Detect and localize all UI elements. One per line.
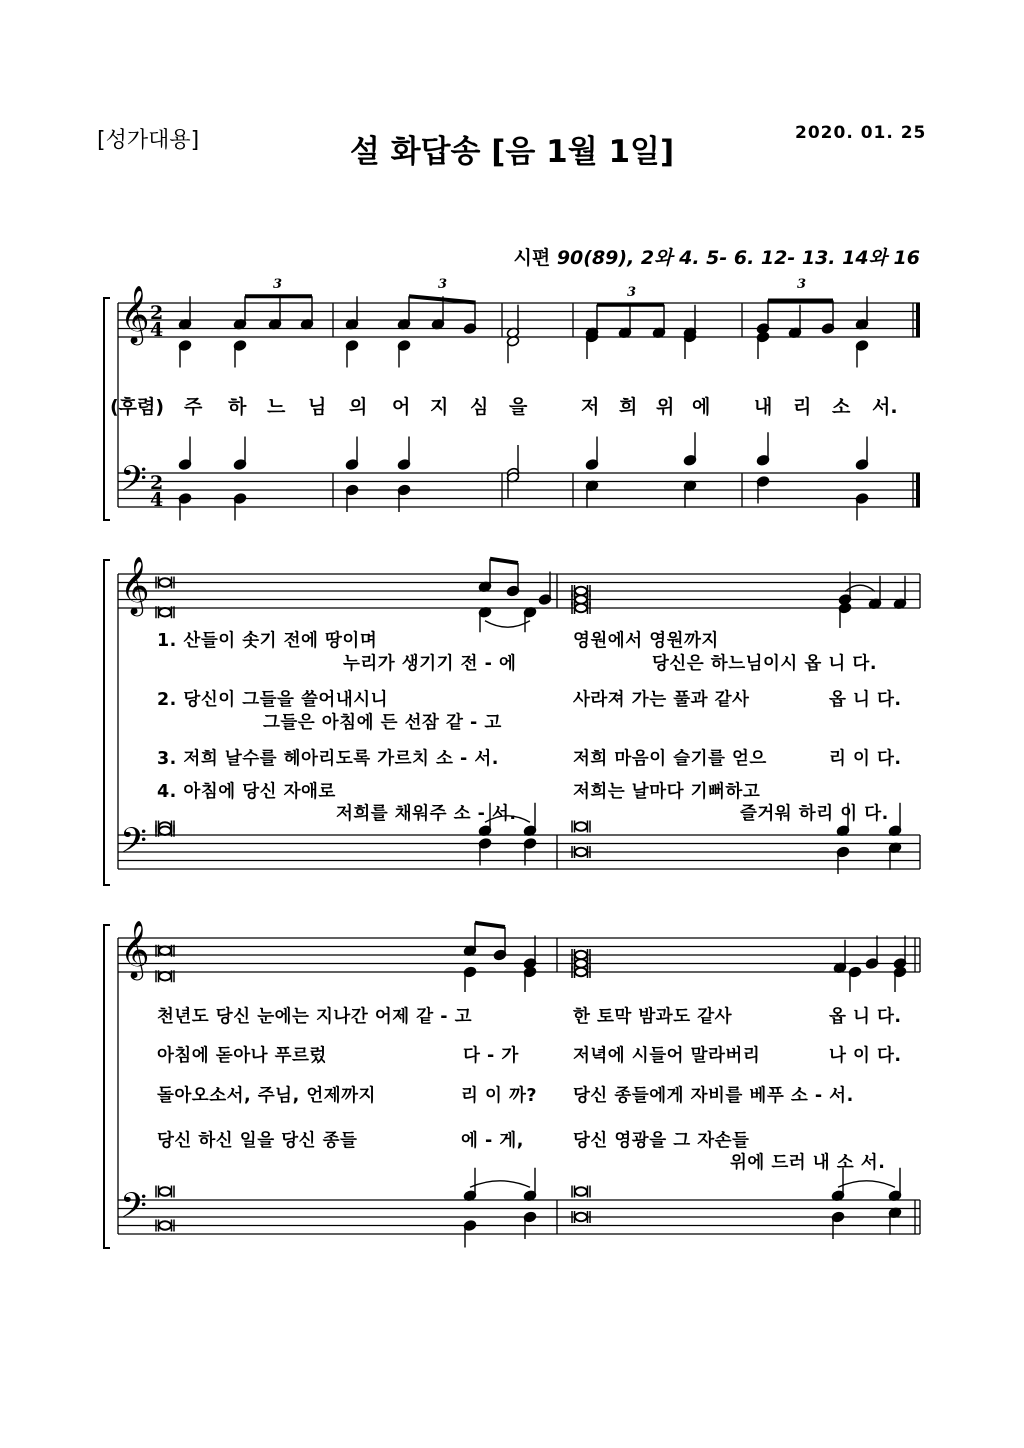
time-sig-bottom: 4	[150, 489, 164, 511]
breve-note	[575, 604, 587, 612]
breve-note	[159, 608, 171, 616]
refrain-label: (후렴)	[110, 396, 165, 418]
refrain-syllable: 느	[267, 396, 286, 418]
beam	[475, 923, 505, 927]
time-sig-bottom: 4	[150, 319, 164, 341]
verse4-line-b: 저희를 채워주 소 - 서.	[336, 804, 517, 824]
treble-clef-icon: 𝄞	[120, 285, 150, 343]
time-sig-top: 2	[150, 302, 164, 324]
breve-note	[159, 827, 171, 835]
verse4-line-c: 저희는 날마다 기뻐하고	[573, 782, 761, 802]
refrain-syllable: 에	[692, 396, 711, 418]
breve-note	[575, 959, 587, 967]
verse2-line-d: 옵 니 다.	[829, 690, 902, 710]
refrain-syllable: 주	[184, 396, 203, 418]
breve-note	[575, 848, 587, 856]
page-title: 설 화답송 [음 1월 1일]	[349, 134, 675, 170]
refrain-syllable: 서.	[872, 396, 898, 418]
refrain-syllable: 심	[470, 396, 489, 418]
tie	[470, 1181, 530, 1187]
breve-note	[159, 947, 171, 955]
verse4-cont-b: 당신 영광을 그 자손들	[573, 1131, 750, 1151]
time-sig-top: 2	[150, 472, 164, 494]
treble-clef-icon: 𝄞	[120, 920, 150, 978]
verse3-line-d: 리 이 다.	[829, 749, 902, 769]
refrain-syllable: 을	[509, 396, 528, 418]
tie	[485, 621, 530, 627]
treble-clef-icon: 𝄞	[120, 556, 150, 614]
beam	[409, 296, 475, 302]
system-bracket	[104, 560, 110, 885]
verse4-line-d: 즐거워 하리 이 다.	[740, 804, 889, 824]
psalm-ref-numbers: 90(89), 2와 4. 5- 6. 12- 13. 14와 16	[556, 247, 920, 269]
verse2-cont-c: 나 이 다.	[829, 1046, 902, 1066]
refrain-syllable: 위	[656, 396, 675, 418]
triplet-mark: 3	[273, 277, 283, 292]
verse4-cont-c: 위에 드러 내 소 서.	[730, 1153, 886, 1173]
verse3-cont-a: 돌아오소서, 주님, 언제까지	[157, 1086, 376, 1106]
verse1-cont-a: 천년도 당신 눈에는 지나간 어제 같 - 고	[157, 1007, 472, 1027]
breve-note	[575, 595, 587, 603]
refrain-syllable: 의	[349, 396, 368, 418]
verse2-line-c: 사라져 가는 풀과 같사	[573, 690, 750, 710]
verse3-line-c: 저희 마음이 슬기를 얻으	[573, 749, 767, 769]
psalm-prefix: 시편	[513, 247, 557, 269]
verse4-cont-a: 당신 하신 일을 당신 종들	[157, 1131, 358, 1151]
refrain-syllable: 님	[308, 396, 327, 418]
bass-clef-icon: 𝄢	[120, 820, 148, 869]
breve-note	[575, 822, 587, 830]
breve-note	[159, 1221, 171, 1229]
refrain-syllable: 리	[793, 396, 812, 418]
breve-note	[575, 1187, 587, 1195]
breve-note	[159, 578, 171, 586]
verse3-line-a: 3. 저희 날수를 헤아리도록 가르치 소 - 서.	[157, 749, 499, 769]
tie	[838, 1181, 895, 1187]
verse2-line-b: 그들은 아침에 든 선잠 같 - 고	[263, 713, 502, 733]
breve-note	[159, 1187, 171, 1195]
triplet-mark: 3	[797, 277, 807, 292]
verse2-cont-b: 저녁에 시들어 말라버리	[573, 1046, 761, 1066]
verse1-line-d: 당신은 하느님이시 옵 니 다.	[652, 654, 877, 674]
date-label: 2020. 01. 25	[795, 123, 927, 143]
verse4-cont-a2: 에 - 게,	[461, 1131, 524, 1151]
bass-clef-icon: 𝄢	[120, 458, 148, 507]
breve-note	[575, 587, 587, 595]
verse1-line-b: 누리가 생기기 전 - 에	[343, 654, 517, 674]
triplet-mark: 3	[627, 285, 637, 300]
system-bracket	[104, 925, 110, 1248]
beam	[490, 559, 518, 563]
choir-use-tag: [성가대용]	[97, 128, 200, 153]
refrain-syllable: 소	[832, 396, 851, 418]
verse3-cont-b: 당신 종들에게 자비를 베푸 소 - 서.	[573, 1086, 854, 1106]
refrain-syllable: 희	[619, 396, 638, 418]
verse3-cont-a2: 리 이 까?	[461, 1086, 538, 1106]
bass-clef-icon: 𝄢	[120, 1185, 148, 1234]
breve-note	[575, 951, 587, 959]
refrain-syllable: 저	[581, 396, 600, 418]
breve-note	[159, 972, 171, 980]
verse1-line-a: 1. 산들이 솟기 전에 땅이며	[157, 631, 378, 651]
verse2-line-a: 2. 당신이 그들을 쓸어내시니	[157, 690, 389, 710]
verse4-line-a: 4. 아침에 당신 자애로	[157, 782, 336, 802]
refrain-syllable: 어	[392, 396, 411, 418]
breve-note	[575, 1213, 587, 1221]
verse1-cont-c: 옵 니 다.	[829, 1007, 902, 1027]
refrain-syllable: 하	[228, 396, 247, 418]
refrain-syllable: 지	[430, 396, 449, 418]
breve-note	[575, 968, 587, 976]
refrain-syllable: 내	[754, 396, 773, 418]
verse1-line-c: 영원에서 영원까지	[573, 631, 719, 651]
verse2-cont-a: 아침에 돋아나 푸르렀	[157, 1046, 327, 1066]
triplet-mark: 3	[438, 277, 448, 292]
verse1-cont-b: 한 토막 밤과도 같사	[573, 1007, 733, 1027]
verse2-cont-a2: 다 - 가	[463, 1046, 519, 1066]
